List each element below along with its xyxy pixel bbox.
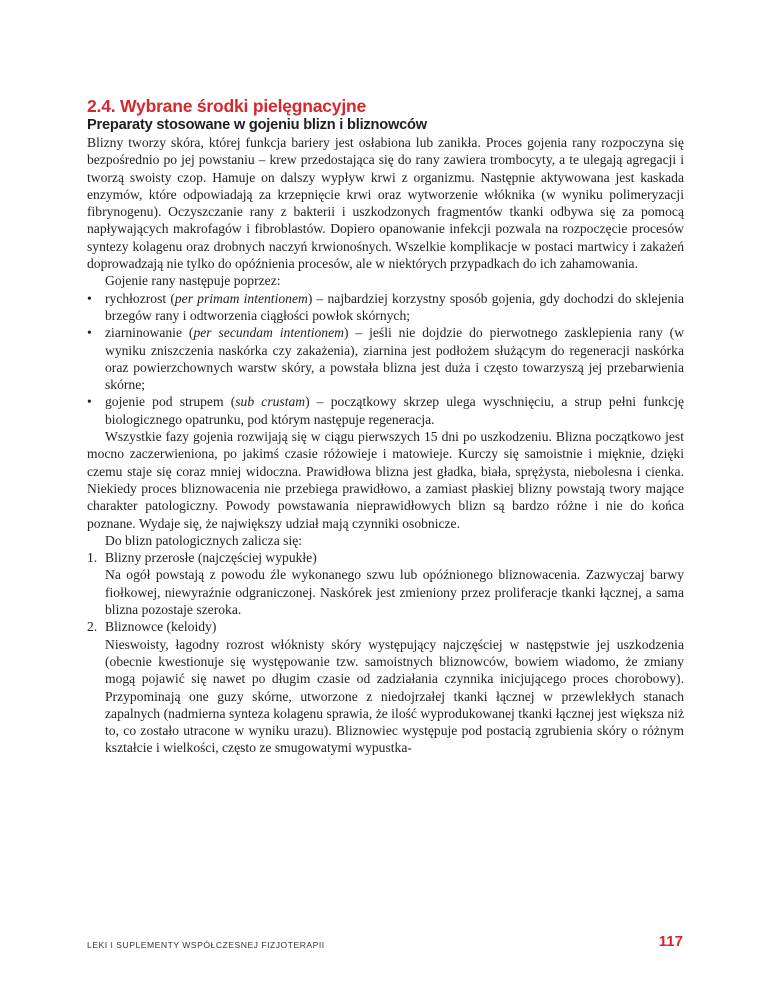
item-text: Nieswoisty, łagodny rozrost włóknisty skóry występujący najczęściej w następstwie jej uszkodzenia (obecnie kwestionuje się występowanie tzw. samoistnych bliznowców, bowiem wiadomo, że zmiany mogą pojawić się nawet po długim czasie od zadziałania czynnika inicjującego proces chorobowy). Przypominają one guzy skórne, utworzone z niedojrzałej tkanki łącznej w przewlekłych stanach zapalnych (nadmierna synteza kolagenu sprawia, że ilość wyprodukowanej tkanki łącznej jest większa niż to, co zostało utracone w wyniku urazu). Bliznowiec występuje pod postacią zgrubienia skóry o różnym kształcie i wielkości, często ze smugowatymi wypustka-: [105, 636, 684, 756]
healing-modes-list: [87, 290, 684, 428]
main-content: [87, 96, 684, 757]
bullet-mark: •: [87, 394, 92, 410]
item-title: Blizny przerosłe (najczęściej wypukłe): [105, 550, 317, 566]
item-title: Bliznowce (keloidy): [105, 619, 217, 635]
running-footer: LEKI I SUPLEMENTY WSPÓŁCZESNEJ FIZJOTERAPII: [87, 940, 325, 950]
item-number: 2.: [87, 619, 98, 635]
list-item: • rychłozrost (per primam intentionem) – najbardziej korzystny sposób gojenia, gdy dochodzi do sklejenia brzegów rany i odtworzenia ciągłości powłok skórnych;: [87, 290, 684, 323]
list-item: • ziarninowanie (per secundam intentionem) – jeśli nie dojdzie do pierwotnego zasklepienia rany (w wyniku zniszczenia naskórka czy zakażenia), ziarnina jest podłożem służącym do regeneracji naskórka oraz powierzchownych warstw skóry, a powstała blizna jest duża i często towarzyszą jej przebarwienia skórne;: [87, 325, 685, 393]
page-number: 117: [658, 933, 683, 950]
paragraph-healing-modes: Gojenie rany następuje poprzez:: [105, 273, 281, 289]
subtitle: Preparaty stosowane w gojeniu blizn i bliznowców: [87, 117, 427, 133]
item-text: Na ogół powstają z powodu źle wykonanego szwu lub opóźnionego bliznowacenia. Zazwyczaj barwy fiołkowej, niewyraźnie odgraniczonej. Naskórek jest zmieniony przez proliferacje tkanki łącznej, a sama blizna pozostaje szeroka.: [105, 567, 684, 618]
list-item: • gojenie pod strupem (sub crustam) – początkowy skrzep ulega wyschnięciu, a strup pełni funkcję biologicznego opatrunku, pod którym następuje regeneracja.: [87, 394, 685, 427]
paragraph-pathological-intro: Do blizn patologicznych zalicza się:: [105, 532, 303, 548]
paragraph-intro: Blizny tworzy skóra, której funkcja bariery jest osłabiona lub zanikła. Proces gojenia rany rozpoczyna się bezpośrednio po jej powstaniu – krew przedostająca się do rany zawiera trombocyty, a te ulegają agregacji i tworzą swoisty czop. Hamuje on dalszy wypływ krwi z organizmu. Następnie aktywowana jest kaskada enzymów, które odpowiadają za krzepnięcie krwi oraz wytworzenie włóknika (w wyniku polimeryzacji fibrynogenu). Oczyszczanie rany z bakterii i uszkodzonych fragmentów tkanki odbywa się za pomocą napływających makrofagów i fibroblastów. Dopiero opanowanie infekcji pozwala na rozpoczęcie procesów syntezy kolagenu oraz drobnych naczyń krwionośnych. Wszelkie komplikacje w postaci martwicy i zakażeń doprowadzają nie tylko do opóźnienia procesów, ale w niektórych przypadkach do ich zahamowania.: [87, 135, 684, 272]
pathological-scars-list: [87, 549, 684, 757]
bullet-mark: •: [87, 290, 92, 306]
list-item: [87, 549, 684, 618]
item-number: 1.: [87, 550, 98, 566]
list-item: [87, 618, 684, 756]
section-title: 2.4. Wybrane środki pielęgnacyjne: [87, 96, 367, 116]
bullet-mark: •: [87, 325, 92, 341]
paragraph-scar-phases: Wszystkie fazy gojenia rozwijają się w ciągu pierwszych 15 dni po uszkodzeniu. Blizna początkowo jest mocno zaczerwieniona, po jakimś czasie różowieje i matowieje. Kurczy się samoistnie i mięknie, dzięki czemu staje się coraz mniej widoczna. Prawidłowa blizna jest gładka, biała, sprężysta, niebolesna i cienka. Niekiedy proces bliznowacenia nie przebiega prawidłowo, a zamiast płaskiej blizny powstają twory mające charakter patologiczny. Powody powstawania nieprawidłowych blizn są bardzo różne i nie do końca poznane. Wydaje się, że największy udział mają czynniki osobnicze.: [87, 429, 684, 531]
